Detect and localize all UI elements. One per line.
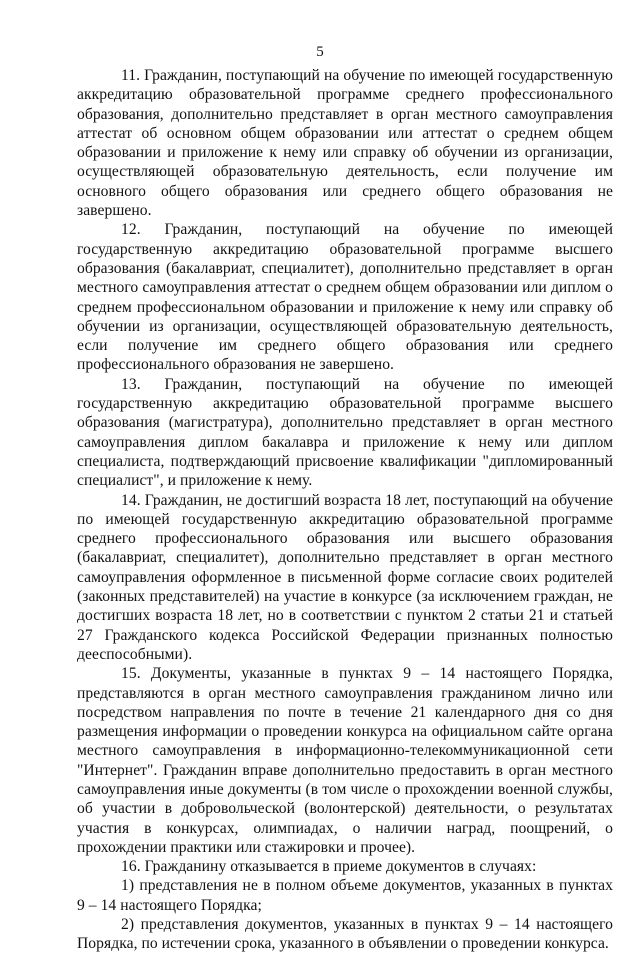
paragraph-13: 13. Гражданин, поступающий на обучение по имеющей государственную аккредитацию образовательной программе высшего образования (магистратура), дополнительно представляет в орган местного самоуправления диплом бакалавра и приложение к нему или диплом специалиста, подтверждающий присвоение квалификации "дипломированный специалист", и приложение к нему. xyxy=(77,375,613,490)
list-item-2: 2) представления документов, указанных в пунктах 9 – 14 настоящего Порядка, по истечении срока, указанного в объявлении о проведении конкурса. xyxy=(77,916,613,953)
page-number: 5 xyxy=(316,44,324,60)
paragraph-12: 12. Гражданин, поступающий на обучение по имеющей государственную аккредитацию образовательной программе высшего образования (бакалавриат, специалитет), дополнительно представляет в орган местного самоуправления аттестат о среднем общем образовании или диплом о среднем профессиональном образовании и приложение к нему или справку об обучении из организации, осуществляющей образовательную деятельность, если получение им среднего общего образования или среднего профессионального образования не завершено. xyxy=(77,221,613,374)
document-body xyxy=(77,66,613,954)
paragraph-11: 11. Гражданин, поступающий на обучение по имеющей государственную аккредитацию образовательной программе среднего профессионального образования, дополнительно представляет в орган местного самоуправления аттестат об основном общем образовании или аттестат о среднем общем образовании и приложение к нему или справку об обучении из организации, осуществляющей образовательную деятельность, если получение им основного общего образования или среднего общего образования не завершено. xyxy=(77,67,613,220)
list-item-1: 1) представления не в полном объеме документов, указанных в пунктах 9 – 14 настоящего Порядка; xyxy=(77,877,613,914)
paragraph-14: 14. Гражданин, не достигший возраста 18 лет, поступающий на обучение по имеющей государственную аккредитацию образовательной программе среднего профессионального образования или высшего образования (бакалавриат, специалитет), дополнительно представляет в орган местного самоуправления оформленное в письменной форме согласие своих родителей (законных представителей) на участие в конкурсе (за исключением граждан, не достигших возраста 18 лет, но в соответствии с пунктом 2 статьи 21 и статьей 27 Гражданского кодекса Российской Федерации признанных полностью дееспособными). xyxy=(77,491,613,663)
paragraph-16: 16. Гражданину отказывается в приеме документов в случаях: xyxy=(121,858,537,876)
paragraph-15: 15. Документы, указанные в пунктах 9 – 14 настоящего Порядка, представляются в орган местного самоуправления гражданином лично или посредством направления по почте в течение 21 календарного дня со дня размещения информации о проведении конкурса на официальном сайте органа местного самоуправления в информационно-телекоммуникационной сети "Интернет". Гражданин вправе дополнительно предоставить в орган местного самоуправления иные документы (в том числе о прохождении военной службы, об участии в добровольческой (волонтерской) деятельности, о результатах участия в конкурсах, олимпиадах, о наличии наград, поощрений, о прохождении практики или стажировки и прочее). xyxy=(77,665,613,856)
